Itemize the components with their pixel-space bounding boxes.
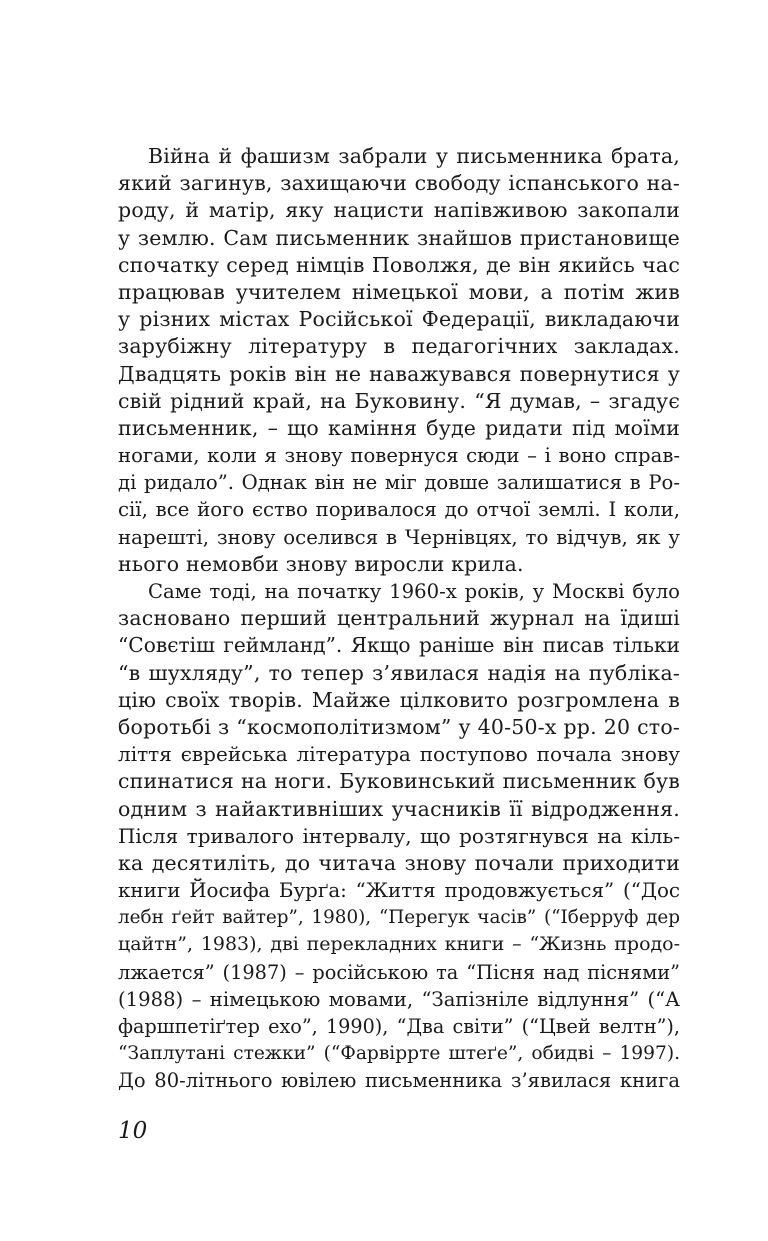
page-number: 10 xyxy=(118,1118,148,1144)
text-line: ліття єврейська література поступово почала знову xyxy=(118,742,680,767)
text-line: боротьбі з “космополітизмом” у 40-50-х рр. 20 сто- xyxy=(118,714,680,739)
text-line: працював учителем німецької мови, а потім жив xyxy=(118,279,680,304)
body-text xyxy=(118,143,680,1095)
text-line: лжается” (1987) – російською та “Пісня над піснями” xyxy=(118,960,680,984)
text-line: нарешті, знову оселився в Чернівцях, то відчув, як у xyxy=(118,525,680,549)
text-line: спочатку серед німців Поволжя, де він якийсь час xyxy=(118,252,680,277)
text-line: фаршпетіґтер ехо”, 1990), “Два світи” (“Цвей велтн”), xyxy=(118,1015,680,1038)
text-line: нього немовби знову виросли крила. xyxy=(118,551,524,576)
text-line: цію своїх творів. Майже цілковито розгромлена в xyxy=(118,687,680,712)
text-line: спинатися на ноги. Буковинський письменник був xyxy=(118,769,680,794)
text-line: книги Йосифа Бурґа: “Життя продовжується” (“Дос xyxy=(118,879,680,903)
text-line: Двадцять років він не наважувався повернутися у xyxy=(118,361,680,386)
text-line: цайтн”, 1983), дві перекладних книги – “Жизнь продо- xyxy=(118,933,680,956)
text-line: ка десятиліть, до читача знову почали приходити xyxy=(118,850,680,875)
text-line: у землю. Сам письменник знайшов пристановище xyxy=(118,225,680,250)
text-line: сії, все його єство поривалося до отчої землі. І коли, xyxy=(118,498,680,522)
text-line: Після тривалого інтервалу, що розтягнувся на кіль- xyxy=(118,823,680,848)
text-line: “Совєтіш геймланд”. Якщо раніше він писав тільки xyxy=(118,633,680,658)
text-line: ді ридало”. Однак він не міг довше залишатися в Ро- xyxy=(118,471,680,495)
text-line: Саме тоді, на початку 1960-х років, у Москві було xyxy=(148,580,680,603)
text-line: Війна й фашизм забрали у письменника брата, xyxy=(148,144,680,168)
text-line: свій рідний край, на Буковину. “Я думав, – згадує xyxy=(118,388,680,413)
text-line: (1988) – німецькою мовами, “Запізніле відлуння” (“А xyxy=(118,987,680,1011)
text-line: письменник, – що каміння буде ридати під моїми xyxy=(118,415,680,440)
text-line: До 80-літнього ювілею письменника з’явилася книга xyxy=(118,1069,680,1093)
text-line: ногами, коли я знову повернуся сюди – і воно справ- xyxy=(118,444,680,468)
text-line: лебн ґейт вайтер”, 1980), “Перегук часів” (“Іберруф дер xyxy=(118,907,680,929)
text-line: засновано перший центральний журнал на їдиші xyxy=(118,606,680,631)
text-line: який загинув, захищаючи свободу іспанського на- xyxy=(118,171,680,196)
text-line: у різних містах Російської Федерації, викладаючи xyxy=(118,307,680,332)
text-line: зарубіжну літературу в педагогічних закладах. xyxy=(118,334,680,359)
text-line: “Заплутані стежки” (“Фарвіррте штеґе”, обидві – 1997). xyxy=(118,1043,680,1065)
text-line: “в шухляду”, то тепер з’явилася надія на публіка- xyxy=(118,660,680,685)
text-line: роду, й матір, яку нацисти напівживою закопали xyxy=(118,198,680,223)
text-line: одним з найактивніших учасників її відродження. xyxy=(118,796,680,821)
